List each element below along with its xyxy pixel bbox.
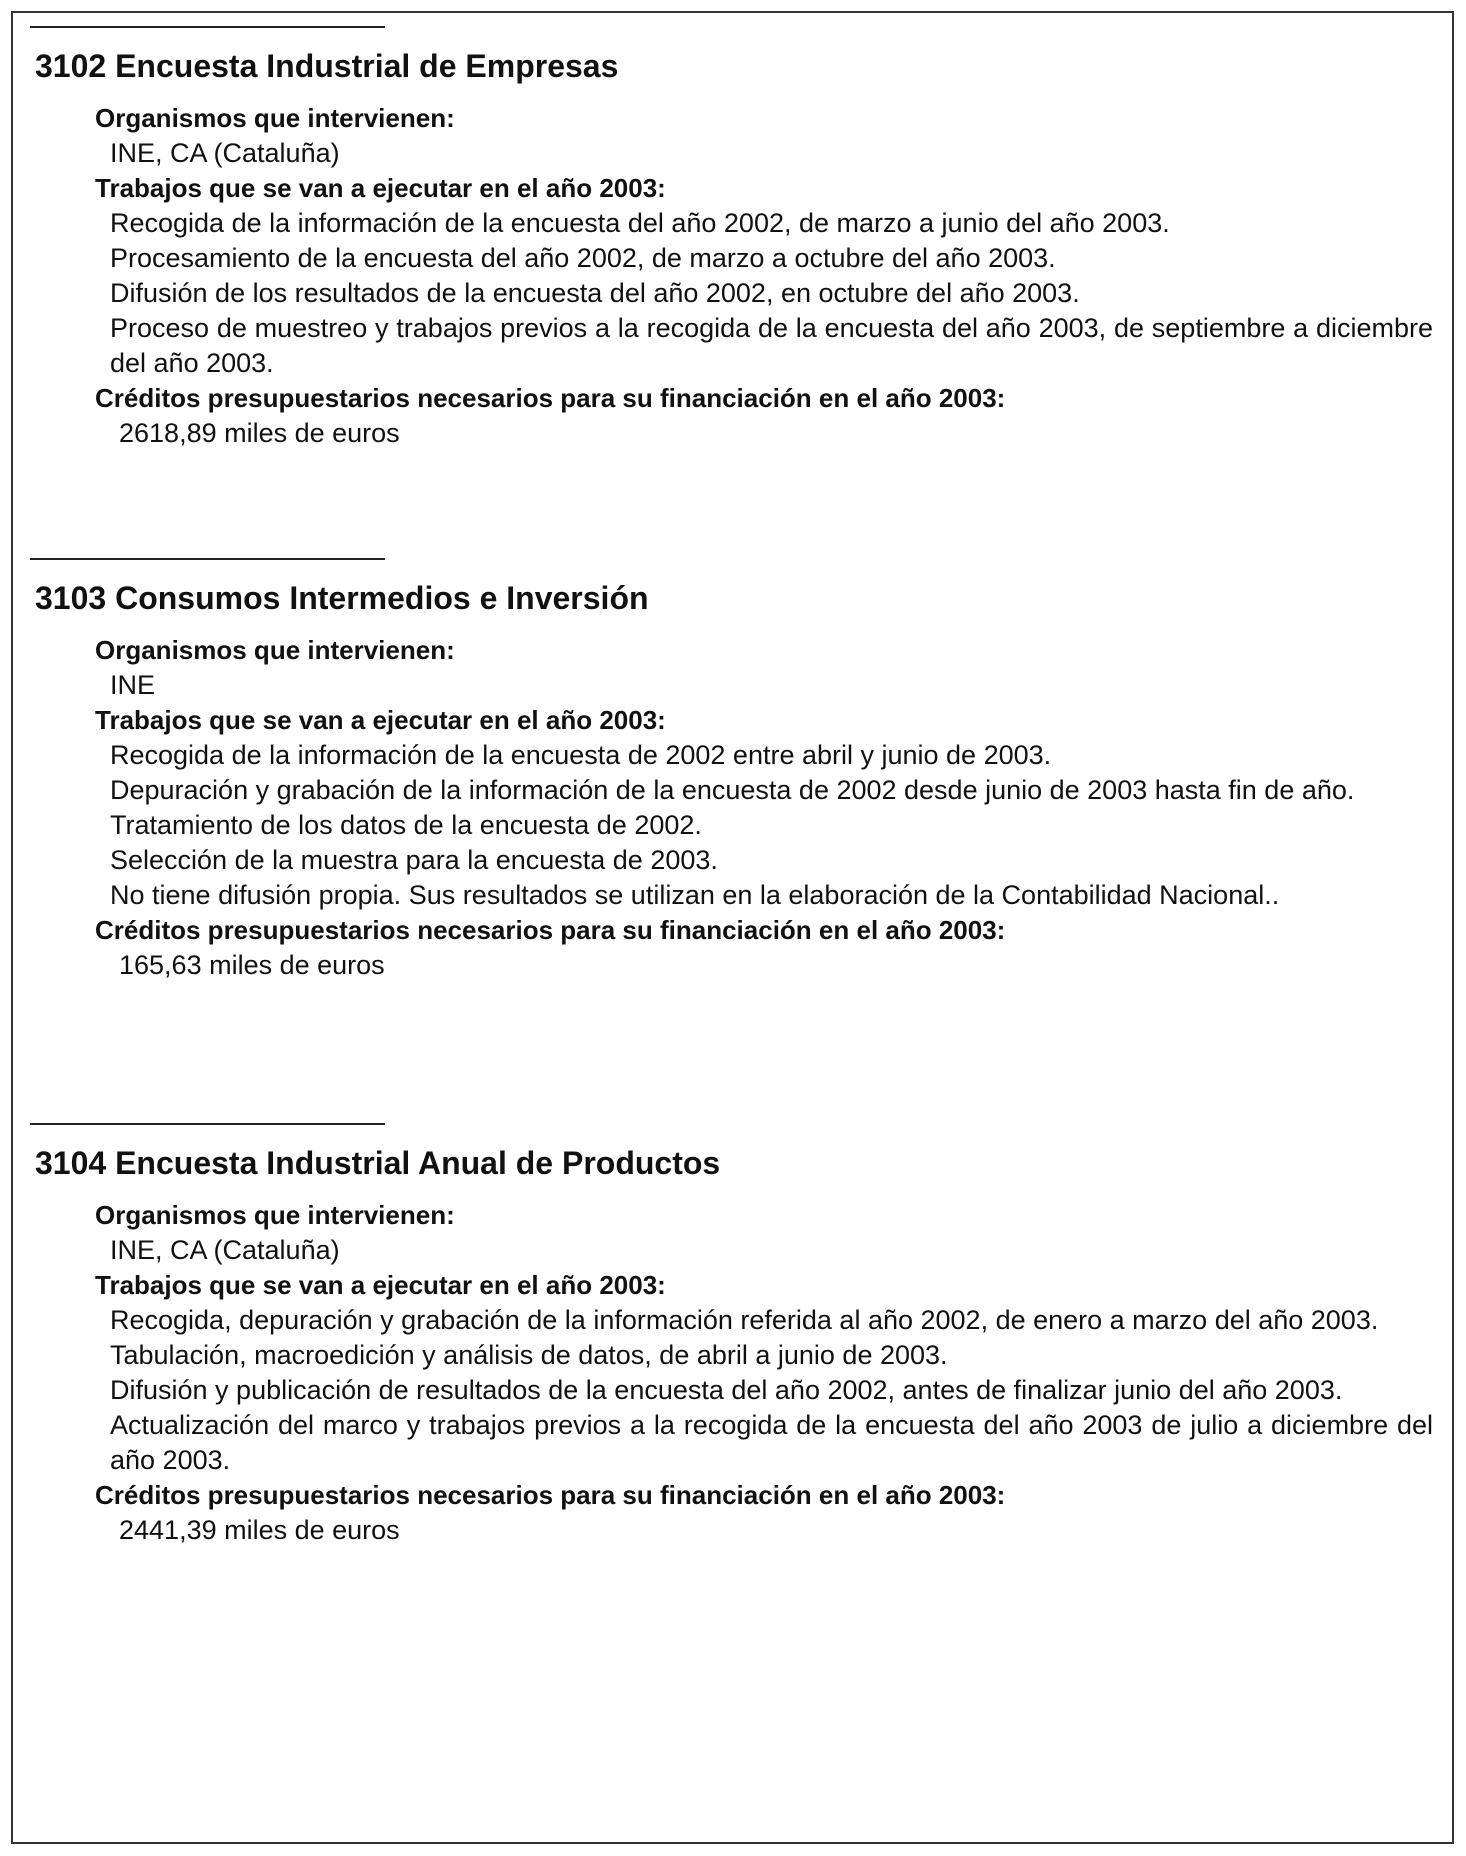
organismos-value: INE, CA (Cataluña) [110,138,340,168]
creditos-label: Créditos presupuestarios necesarios para su financiación en el año 2003: [95,915,1006,945]
section-title: 3102 Encuesta Industrial de Empresas [35,48,619,84]
trabajo-item: Difusión de los resultados de la encuesta del año 2002, en octubre del año 2003. [110,278,1080,308]
section-body [95,1198,1433,1548]
trabajo-item: Recogida de la información de la encuesta del año 2002, de marzo a junio del año 2003. [110,208,1170,238]
organismos-value: INE [110,670,156,700]
creditos-value: 2441,39 miles de euros [119,1515,400,1545]
section-title: 3104 Encuesta Industrial Anual de Productos [35,1145,721,1181]
trabajo-item: Tabulación, macroedición y análisis de datos, de abril a junio de 2003. [110,1340,948,1370]
trabajo-item: Procesamiento de la encuesta del año 2002, de marzo a octubre del año 2003. [110,243,1056,273]
organismos-label: Organismos que intervienen: [95,103,455,133]
trabajo-item: Tratamiento de los datos de la encuesta de 2002. [110,810,702,840]
trabajo-item: Proceso de muestreo y trabajos previos a la recogida de la encuesta del año 2003, de septiembre a diciembre del año 2003. [110,313,1433,378]
trabajo-item: Recogida, depuración y grabación de la información referida al año 2002, de enero a marzo del año 2003. [110,1305,1379,1335]
creditos-value: 165,63 miles de euros [119,950,385,980]
creditos-label: Créditos presupuestarios necesarios para su financiación en el año 2003: [95,383,1006,413]
trabajo-item: Selección de la muestra para la encuesta de 2003. [110,845,718,875]
section-body [95,633,1433,983]
trabajos-label: Trabajos que se van a ejecutar en el año 2003: [95,1270,666,1300]
organismos-label: Organismos que intervienen: [95,635,455,665]
trabajo-item: Recogida de la información de la encuesta de 2002 entre abril y junio de 2003. [110,740,1052,770]
trabajo-item: No tiene difusión propia. Sus resultados se utilizan en la elaboración de la Contabilidad Nacional.. [110,880,1280,910]
trabajo-item: Depuración y grabación de la información de la encuesta de 2002 desde junio de 2003 hasta fin de año. [110,775,1355,805]
organismos-value: INE, CA (Cataluña) [110,1235,340,1265]
trabajo-item: Actualización del marco y trabajos previos a la recogida de la encuesta del año 2003 de julio a diciembre del año 2003. [110,1410,1433,1475]
section-body [95,101,1433,451]
section-rule [30,26,385,28]
trabajos-label: Trabajos que se van a ejecutar en el año 2003: [95,705,666,735]
creditos-label: Créditos presupuestarios necesarios para su financiación en el año 2003: [95,1480,1006,1510]
section-rule [30,558,385,560]
trabajo-item: Difusión y publicación de resultados de la encuesta del año 2002, antes de finalizar junio del año 2003. [110,1375,1343,1405]
organismos-label: Organismos que intervienen: [95,1200,455,1230]
section-rule [30,1123,385,1125]
section-title: 3103 Consumos Intermedios e Inversión [35,580,649,616]
trabajos-label: Trabajos que se van a ejecutar en el año 2003: [95,173,666,203]
creditos-value: 2618,89 miles de euros [119,418,400,448]
